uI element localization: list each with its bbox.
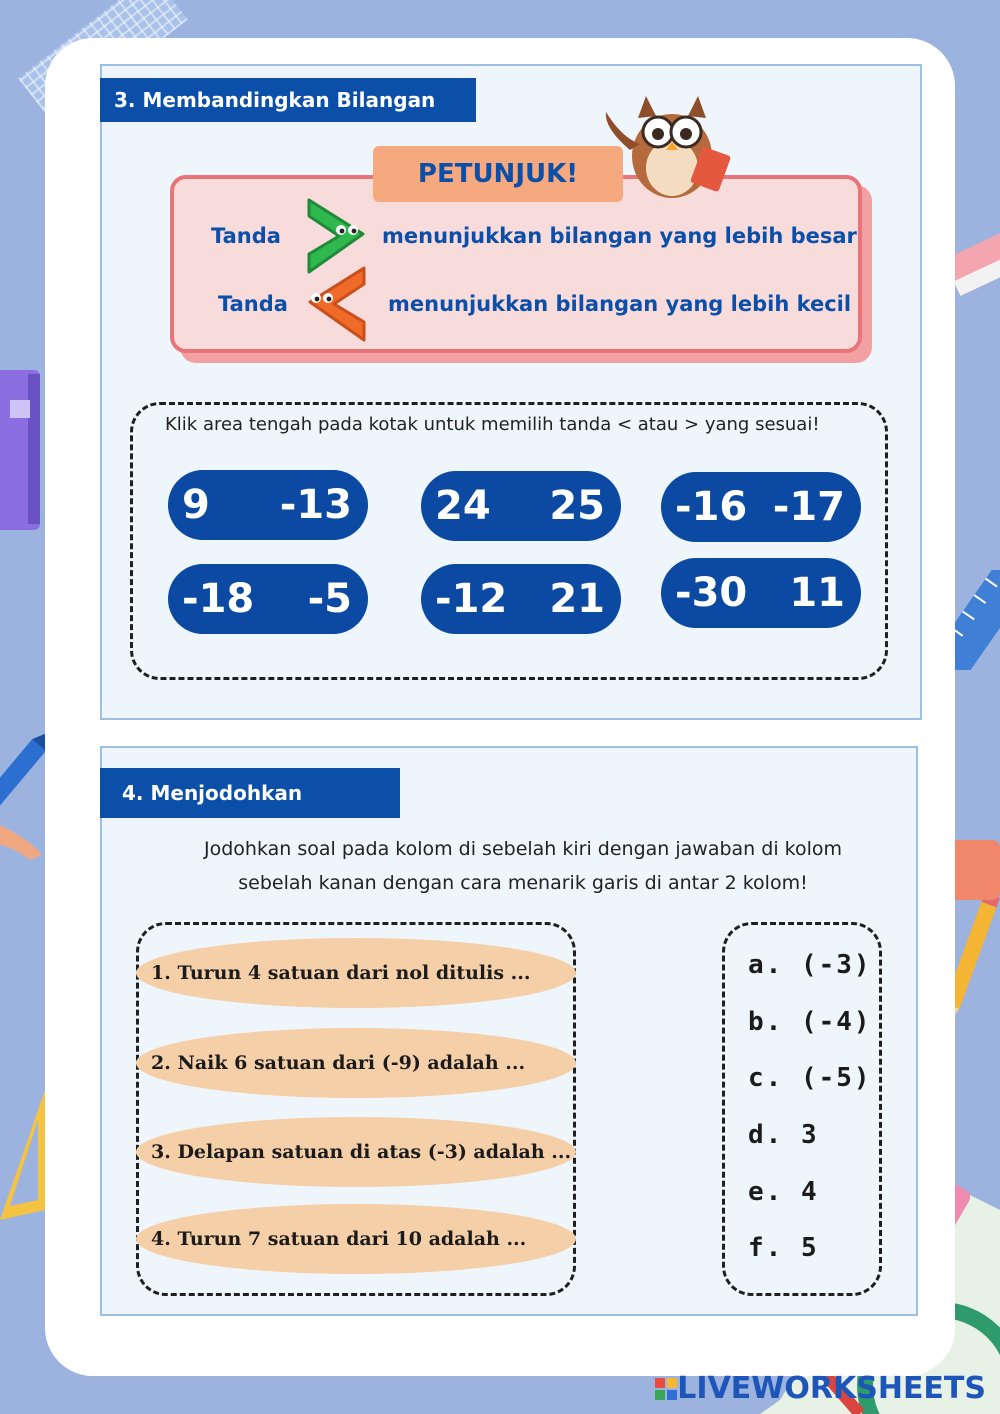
compare-prompt: Klik area tengah pada kotak untuk memilih tanda < atau > yang sesuai! xyxy=(165,414,820,435)
section-4-title: 4. Menjodohkan xyxy=(100,768,400,818)
left-number: -30 xyxy=(675,570,748,616)
sign-select-area[interactable] xyxy=(507,575,549,623)
less-than-icon xyxy=(302,264,368,346)
right-number: 21 xyxy=(549,576,605,622)
compare-pill xyxy=(661,558,861,628)
instruction-1-lead: Tanda xyxy=(211,224,281,248)
right-number: 25 xyxy=(549,483,605,529)
question-item[interactable]: 1. Turun 4 satuan dari nol ditulis ... xyxy=(136,938,576,1008)
question-item[interactable]: 4. Turun 7 satuan dari 10 adalah ... xyxy=(136,1204,576,1274)
answer-item[interactable]: a. (-3) xyxy=(748,950,872,980)
book-decoration xyxy=(0,360,48,540)
compare-pill xyxy=(421,564,621,634)
compare-pill xyxy=(168,470,368,540)
compare-pill xyxy=(168,564,368,634)
answer-item[interactable]: b. (-4) xyxy=(748,1007,872,1037)
crayon-decoration xyxy=(0,730,45,860)
sign-select-area[interactable] xyxy=(747,483,772,531)
answer-item[interactable]: d. 3 xyxy=(748,1120,819,1150)
question-item[interactable]: 2. Naik 6 satuan dari (-9) adalah ... xyxy=(136,1028,576,1098)
compare-pill xyxy=(661,472,861,542)
sign-select-area[interactable] xyxy=(215,481,275,529)
right-number: -17 xyxy=(772,484,845,530)
compare-pill xyxy=(421,471,621,541)
triangle-ruler-decoration xyxy=(0,1090,45,1230)
right-number: 11 xyxy=(789,570,845,616)
ruler-decoration xyxy=(950,570,1000,670)
logo-grid-icon xyxy=(655,1378,677,1400)
matching-instruction-line-2: sebelah kanan dengan cara menarik garis di antar 2 kolom! xyxy=(238,872,808,894)
question-item[interactable]: 3. Delapan satuan di atas (-3) adalah ... xyxy=(136,1117,576,1187)
left-number: -16 xyxy=(675,484,748,530)
matching-instruction xyxy=(130,832,916,900)
sign-select-area[interactable] xyxy=(747,569,789,617)
left-number: -18 xyxy=(182,576,255,622)
sign-select-area[interactable] xyxy=(491,482,550,530)
logo-text: LIVEWORKSHEETS xyxy=(677,1371,986,1406)
instruction-2-lead: Tanda xyxy=(218,292,288,316)
liveworksheets-logo xyxy=(655,1371,986,1406)
sign-select-area[interactable] xyxy=(254,575,307,623)
right-number: -13 xyxy=(279,482,352,528)
owl-icon xyxy=(600,88,745,200)
instruction-2-text: menunjukkan bilangan yang lebih kecil xyxy=(388,292,852,316)
pencil-decoration xyxy=(950,840,1000,1040)
instruction-1-text: menunjukkan bilangan yang lebih besar xyxy=(382,224,857,248)
left-number: -12 xyxy=(435,576,508,622)
matching-instruction-line-1: Jodohkan soal pada kolom di sebelah kiri dengan jawaban di kolom xyxy=(203,838,843,860)
answer-item[interactable]: e. 4 xyxy=(748,1177,819,1207)
left-number: 9 xyxy=(182,482,210,528)
right-number: -5 xyxy=(307,576,352,622)
eraser-decoration xyxy=(948,228,1000,318)
answer-item[interactable]: c. (-5) xyxy=(748,1063,872,1093)
left-number: 24 xyxy=(435,483,491,529)
answer-item[interactable]: f. 5 xyxy=(748,1233,819,1263)
section-3-title: 3. Membandingkan Bilangan xyxy=(100,78,476,122)
petunjuk-label: PETUNJUK! xyxy=(373,146,623,202)
